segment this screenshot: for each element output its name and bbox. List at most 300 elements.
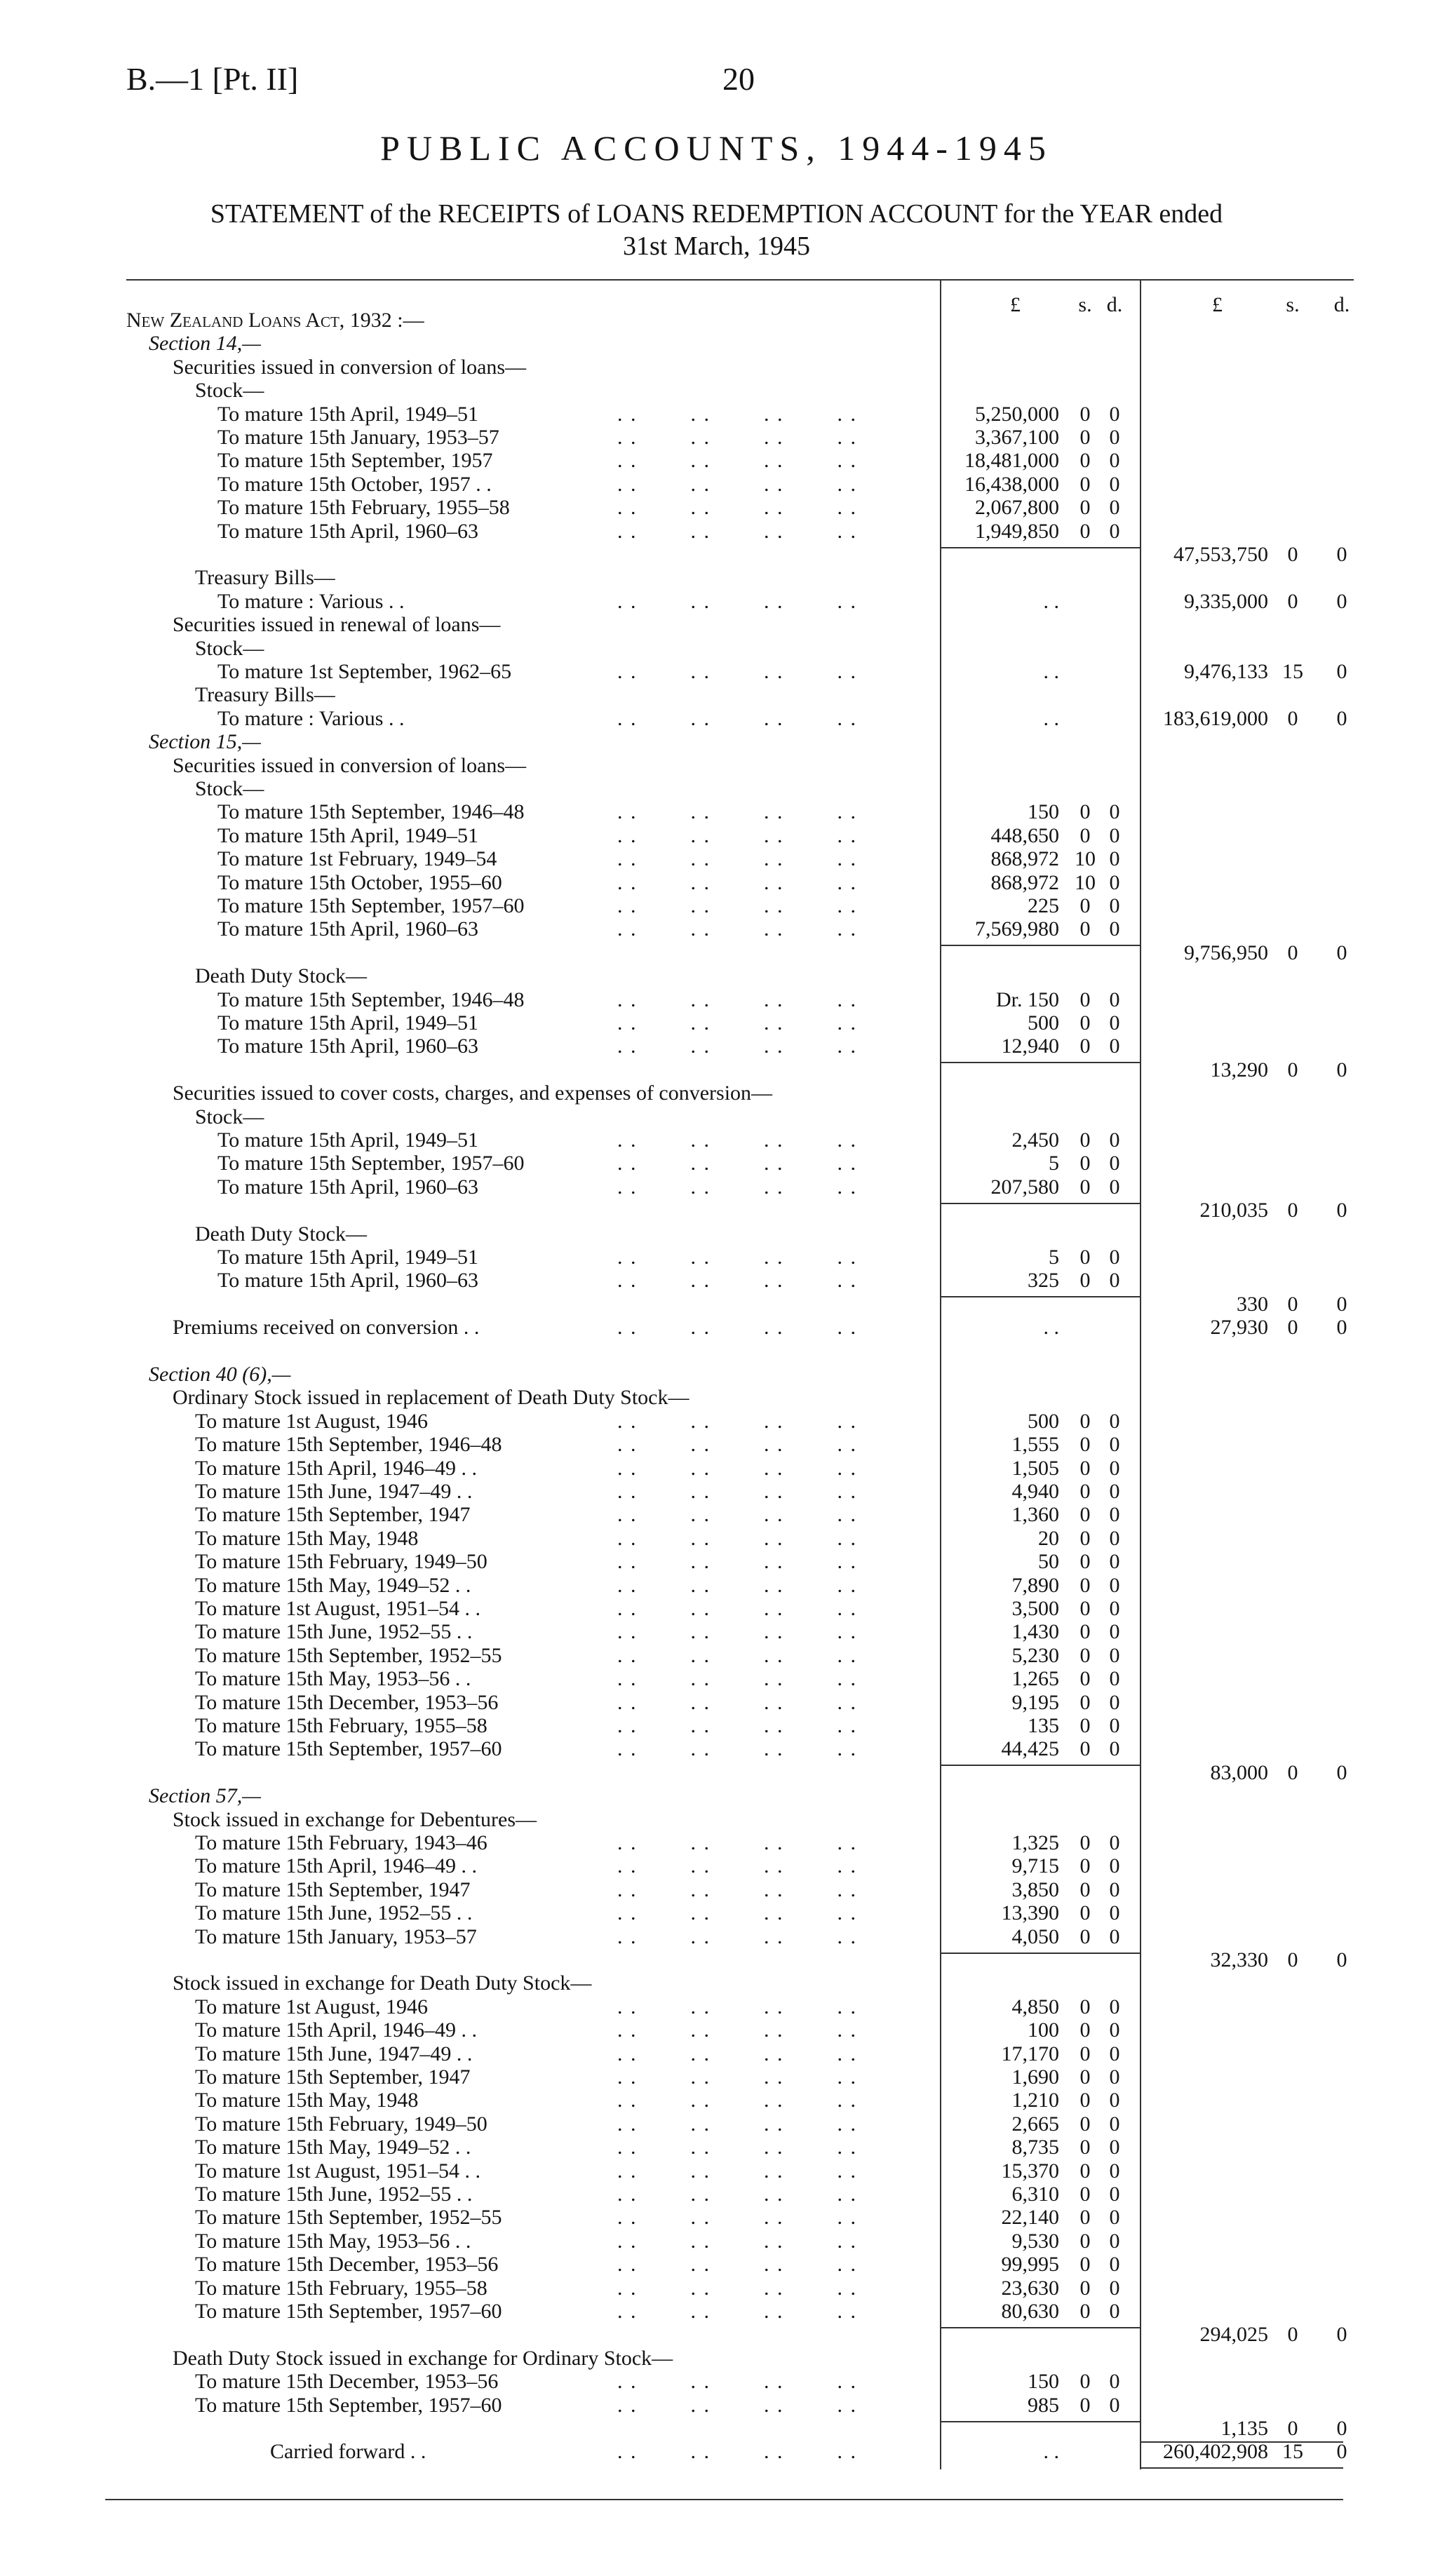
amount-left: 868,972 (990, 871, 1059, 894)
amount-left: 325 (1028, 1269, 1059, 1292)
row-label: Stock— (195, 637, 264, 660)
amount-left-s: 0 (1079, 1737, 1091, 1760)
row-label: To mature 15th April, 1949–51 (217, 824, 479, 847)
amount-left-s: 0 (1079, 1691, 1091, 1714)
amount-left-s: 0 (1079, 1410, 1091, 1433)
amount-left: . . (1043, 707, 1059, 730)
row-label: To mature 15th May, 1948 (195, 1527, 419, 1550)
row-label: To mature 15th September, 1946–48 (217, 800, 525, 823)
col-head-d-right: d. (1333, 293, 1350, 316)
amount-left-s: 0 (1079, 2183, 1091, 2206)
amount-right: 83,000 (1210, 1761, 1268, 1784)
row-label: To mature 15th May, 1949–52 . . (195, 2136, 471, 2159)
row-label: Death Duty Stock— (195, 1222, 367, 1246)
amount-left-d: 0 (1109, 1175, 1120, 1199)
row-label: To mature 15th December, 1953–56 (195, 2253, 499, 2276)
leader-dots: . . . . . . . . (617, 917, 857, 940)
row-label: To mature 15th April, 1949–51 (217, 1128, 479, 1152)
amount-left-d: 0 (1109, 473, 1120, 496)
amount-left-d: 0 (1109, 2183, 1120, 2206)
amount-left: 985 (1028, 2394, 1059, 2417)
amount-left: 18,481,000 (964, 449, 1059, 472)
amount-right-d: 0 (1336, 660, 1347, 683)
amount-left: . . (1043, 1316, 1059, 1339)
amount-left-s: 0 (1079, 1831, 1091, 1854)
leader-dots: . . . . . . . . (617, 1854, 857, 1877)
amount-right-s: 0 (1287, 1948, 1298, 1971)
row-label: Securities issued in renewal of loans— (173, 613, 501, 636)
leader-dots: . . . . . . . . (617, 871, 857, 894)
amount-left-s: 0 (1079, 1667, 1091, 1690)
row-label: Stock issued in exchange for Debentures— (173, 1808, 537, 1831)
amount-right-s: 0 (1287, 2323, 1298, 2346)
amount-right-d: 0 (1336, 2417, 1347, 2440)
leader-dots: . . . . . . . . (617, 2277, 857, 2300)
leader-dots: . . . . . . . . (617, 1925, 857, 1948)
row-label: Section 40 (6),— (149, 1363, 291, 1386)
amount-left-d: 0 (1109, 894, 1120, 917)
leader-dots: . . . . . . . . (617, 590, 857, 613)
row-label: Section 57,— (149, 1784, 261, 1807)
amount-left-d: 0 (1109, 496, 1120, 519)
row-label: To mature 15th September, 1957–60 (217, 894, 525, 917)
amount-left: 135 (1028, 1714, 1059, 1737)
amount-left-s: 0 (1079, 2042, 1091, 2065)
amount-right: 183,619,000 (1163, 707, 1268, 730)
row-label: Securities issued in conversion of loans— (173, 356, 527, 379)
amount-left: 20 (1038, 1527, 1059, 1550)
leader-dots: . . . . . . . . (617, 2253, 857, 2276)
leader-dots: . . . . . . . . (617, 1457, 857, 1480)
row-label: To mature 15th April, 1960–63 (217, 1034, 479, 1058)
amount-left-s: 0 (1079, 1011, 1091, 1034)
amount-right-d: 0 (1336, 941, 1347, 964)
row-label: To mature 15th September, 1952–55 (195, 1644, 502, 1667)
amount-left-d: 0 (1109, 917, 1120, 940)
leader-dots: . . . . . . . . (617, 2018, 857, 2042)
row-label: To mature 15th September, 1957–60 (195, 2394, 502, 2417)
amount-left-d: 0 (1109, 2370, 1120, 2393)
subtotal-rule (940, 547, 1140, 548)
amount-left-d: 0 (1109, 2018, 1120, 2042)
amount-left-d: 0 (1109, 2394, 1120, 2417)
subtotal-rule (940, 1062, 1140, 1063)
top-rule (126, 279, 1354, 281)
amount-left-s: 0 (1079, 1175, 1091, 1199)
amount-left: 2,450 (1011, 1128, 1059, 1152)
amount-left: 2,665 (1011, 2112, 1059, 2136)
row-label: To mature 15th May, 1949–52 . . (195, 1574, 471, 1597)
amount-left-d: 0 (1109, 1527, 1120, 1550)
row-label: To mature 15th December, 1953–56 (195, 1691, 499, 1714)
amount-left-s: 0 (1079, 1503, 1091, 1526)
amount-left: 23,630 (1001, 2277, 1059, 2300)
amount-right: 260,402,908 (1163, 2440, 1268, 2463)
amount-left: . . (1043, 660, 1059, 683)
row-label: To mature 1st August, 1946 (195, 1410, 429, 1433)
amount-left-s: 0 (1079, 2300, 1091, 2323)
amount-left: 13,390 (1001, 1901, 1059, 1924)
row-label: To mature 15th February, 1955–58 (217, 496, 510, 519)
amount-left-d: 0 (1109, 1878, 1120, 1901)
amount-left-s: 10 (1075, 871, 1096, 894)
amount-left-d: 0 (1109, 449, 1120, 472)
amount-left: 9,715 (1011, 1854, 1059, 1877)
amount-left-s: 0 (1079, 988, 1091, 1011)
amount-left-s: 0 (1079, 2112, 1091, 2136)
row-label: To mature 15th September, 1957–60 (195, 2300, 502, 2323)
row-label: To mature 15th June, 1947–49 . . (195, 1480, 473, 1503)
amount-left-s: 0 (1079, 1246, 1091, 1269)
amount-left-s: 10 (1075, 847, 1096, 870)
amount-left-s: 0 (1079, 2394, 1091, 2417)
col-head-d-left: d. (1106, 293, 1123, 316)
amount-left-s: 0 (1079, 403, 1091, 426)
amount-left-d: 0 (1109, 2065, 1120, 2089)
amount-left-s: 0 (1079, 1527, 1091, 1550)
leader-dots: . . . . . . . . (617, 2206, 857, 2229)
amount-left-d: 0 (1109, 2089, 1120, 2112)
row-label: To mature 15th December, 1953–56 (195, 2370, 499, 2393)
amount-left: 50 (1038, 1550, 1059, 1573)
amount-left: 1,265 (1011, 1667, 1059, 1690)
leader-dots: . . . . . . . . (617, 1831, 857, 1854)
leader-dots: . . . . . . . . (617, 1527, 857, 1550)
amount-left-s: 0 (1079, 2065, 1091, 2089)
amount-left-d: 0 (1109, 1128, 1120, 1152)
amount-left-d: 0 (1109, 1831, 1120, 1854)
amount-right: 32,330 (1210, 1948, 1268, 1971)
amount-left-d: 0 (1109, 1433, 1120, 1456)
subtotal-rule (940, 1296, 1140, 1297)
amount-left-d: 0 (1109, 2230, 1120, 2253)
row-label: To mature 15th May, 1953–56 . . (195, 2230, 471, 2253)
amount-left-s: 0 (1079, 2159, 1091, 2183)
leader-dots: . . . . . . . . (617, 1034, 857, 1058)
row-label: To mature 15th October, 1957 . . (217, 473, 492, 496)
subtitle-line-2: 31st March, 1945 (622, 231, 811, 261)
amount-left-d: 0 (1109, 800, 1120, 823)
row-label: To mature 15th June, 1952–55 . . (195, 1901, 473, 1924)
leader-dots: . . . . . . . . (617, 1503, 857, 1526)
amount-left: 1,949,850 (975, 520, 1059, 543)
amount-right: 9,476,133 (1184, 660, 1268, 683)
amount-left: 1,555 (1011, 1433, 1059, 1456)
leader-dots: . . . . . . . . (617, 520, 857, 543)
amount-left: 500 (1028, 1011, 1059, 1034)
amount-left: 9,195 (1011, 1691, 1059, 1714)
row-label: To mature 15th February, 1949–50 (195, 2112, 487, 2136)
amount-right-s: 15 (1282, 660, 1303, 683)
statement-subtitle (0, 198, 1433, 262)
row-label: To mature 15th February, 1955–58 (195, 2277, 487, 2300)
leader-dots: . . . . . . . . (617, 1246, 857, 1269)
amount-left-d: 0 (1109, 2206, 1120, 2229)
amount-right-s: 15 (1282, 2440, 1303, 2463)
amount-left-d: 0 (1109, 1574, 1120, 1597)
leader-dots: . . . . . . . . (617, 2159, 857, 2183)
amount-left-d: 0 (1109, 1714, 1120, 1737)
amount-left-s: 0 (1079, 1034, 1091, 1058)
row-label: To mature 15th June, 1952–55 . . (195, 1620, 473, 1643)
amount-right-d: 0 (1336, 1199, 1347, 1222)
leader-dots: . . . . . . . . (617, 1901, 857, 1924)
subtotal-rule (940, 2421, 1140, 2422)
leader-dots: . . . . . . . . (617, 2065, 857, 2089)
amount-right-s: 0 (1287, 590, 1298, 613)
leader-dots: . . . . . . . . (617, 1644, 857, 1667)
row-label: To mature 15th May, 1948 (195, 2089, 419, 2112)
carried-forward-rule (1140, 2467, 1343, 2469)
amount-right-d: 0 (1336, 1948, 1347, 1971)
amount-left: 17,170 (1001, 2042, 1059, 2065)
amount-left: 1,325 (1011, 1831, 1059, 1854)
page-title: PUBLIC ACCOUNTS, 1944-1945 (380, 128, 1053, 168)
row-label: To mature 15th September, 1957 (217, 449, 493, 472)
row-label: To mature 15th April, 1960–63 (217, 520, 479, 543)
row-label: Stock— (195, 1105, 264, 1128)
amount-left-d: 0 (1109, 1691, 1120, 1714)
amount-right: 47,553,750 (1173, 543, 1268, 566)
col-head-s-left: s. (1078, 293, 1092, 316)
bottom-rule (105, 2499, 1343, 2500)
amount-left-d: 0 (1109, 403, 1120, 426)
amount-left: 1,430 (1011, 1620, 1059, 1643)
col-head-pound-right: £ (1212, 293, 1223, 316)
amount-right-s: 0 (1287, 1293, 1298, 1316)
leader-dots: . . . . . . . . (617, 1480, 857, 1503)
row-label: To mature 15th April, 1946–49 . . (195, 1457, 478, 1480)
amount-right: 1,135 (1220, 2417, 1268, 2440)
row-label: Stock— (195, 777, 264, 800)
row-label: Section 15,— (149, 730, 261, 753)
amount-left-d: 0 (1109, 1152, 1120, 1175)
leader-dots: . . . . . . . . (617, 988, 857, 1011)
amount-left-d: 0 (1109, 1995, 1120, 2018)
subtotal-rule (940, 1203, 1140, 1204)
row-label: To mature 15th February, 1949–50 (195, 1550, 487, 1573)
amount-left: 868,972 (990, 847, 1059, 870)
amount-left: 99,995 (1001, 2253, 1059, 2276)
amount-right-s: 0 (1287, 1761, 1298, 1784)
amount-right-d: 0 (1336, 2440, 1347, 2463)
row-label: To mature 15th September, 1957–60 (217, 1152, 525, 1175)
row-label: To mature 15th April, 1946–49 . . (195, 1854, 478, 1877)
row-label: Securities issued in conversion of loans— (173, 754, 527, 777)
amount-right: 9,335,000 (1184, 590, 1268, 613)
amount-left-d: 0 (1109, 1246, 1120, 1269)
amount-left-s: 0 (1079, 1901, 1091, 1924)
amount-left-s: 0 (1079, 2206, 1091, 2229)
row-label: To mature 1st August, 1946 (195, 1995, 429, 2018)
row-label: To mature 1st September, 1962–65 (217, 660, 512, 683)
amount-left-d: 0 (1109, 2042, 1120, 2065)
amount-left: 150 (1028, 800, 1059, 823)
subtotal-rule (940, 945, 1140, 946)
leader-dots: . . . . . . . . (617, 1550, 857, 1573)
row-label: Stock— (195, 379, 264, 402)
col-head-pound-left: £ (1010, 293, 1021, 316)
amount-right: 294,025 (1199, 2323, 1268, 2346)
amount-left-d: 0 (1109, 824, 1120, 847)
row-label: To mature : Various . . (217, 707, 405, 730)
row-label: To mature 1st August, 1951–54 . . (195, 1597, 481, 1620)
leader-dots: . . . . . . . . (617, 2230, 857, 2253)
amount-left-d: 0 (1109, 1480, 1120, 1503)
amount-left: 15,370 (1001, 2159, 1059, 2183)
leader-dots: . . . . . . . . (617, 2183, 857, 2206)
amount-left: 1,360 (1011, 1503, 1059, 1526)
leader-dots: . . . . . . . . (617, 496, 857, 519)
row-label: To mature 15th April, 1960–63 (217, 1175, 479, 1199)
amount-right-d: 0 (1336, 1316, 1347, 1339)
amount-left-d: 0 (1109, 988, 1120, 1011)
amount-left-d: 0 (1109, 1503, 1120, 1526)
amount-right: 330 (1237, 1293, 1268, 1316)
amount-left: 80,630 (1001, 2300, 1059, 2323)
row-label: To mature 15th April, 1949–51 (217, 1246, 479, 1269)
row-label: To mature 15th January, 1953–57 (217, 426, 499, 449)
row-label: Treasury Bills— (195, 683, 335, 706)
amount-left: 1,210 (1011, 2089, 1059, 2112)
amount-left: 22,140 (1001, 2206, 1059, 2229)
amount-left: 12,940 (1001, 1034, 1059, 1058)
leader-dots: . . . . . . . . (617, 2089, 857, 2112)
leader-dots: . . . . . . . . (617, 1667, 857, 1690)
leader-dots: . . . . . . . . (617, 1620, 857, 1643)
amount-left-d: 0 (1109, 2136, 1120, 2159)
amount-left: 4,940 (1011, 1480, 1059, 1503)
row-label: To mature 15th September, 1957–60 (195, 1737, 502, 1760)
amount-left-d: 0 (1109, 520, 1120, 543)
leader-dots: . . . . . . . . (617, 2042, 857, 2065)
amount-left-d: 0 (1109, 2277, 1120, 2300)
amount-left-s: 0 (1079, 1995, 1091, 2018)
leader-dots: . . . . . . . . (617, 473, 857, 496)
amount-left-s: 0 (1079, 1644, 1091, 1667)
row-label: To mature 15th October, 1955–60 (217, 871, 502, 894)
subtotal-rule (940, 1953, 1140, 1954)
amount-left-d: 0 (1109, 426, 1120, 449)
amount-left-s: 0 (1079, 1597, 1091, 1620)
amount-left-d: 0 (1109, 847, 1120, 870)
amount-right-d: 0 (1336, 1761, 1347, 1784)
amount-left-d: 0 (1109, 2253, 1120, 2276)
amount-left-s: 0 (1079, 2370, 1091, 2393)
leader-dots: . . . . . . . . (617, 824, 857, 847)
amount-left-s: 0 (1079, 1878, 1091, 1901)
leader-dots: . . . . . . . . (617, 1175, 857, 1199)
amount-left: 1,505 (1011, 1457, 1059, 1480)
amount-left: 5,250,000 (975, 403, 1059, 426)
amount-left-d: 0 (1109, 1620, 1120, 1643)
amount-left: 16,438,000 (964, 473, 1059, 496)
leader-dots: . . . . . . . . (617, 1316, 857, 1339)
amount-left: 6,310 (1011, 2183, 1059, 2206)
amount-left-d: 0 (1109, 2300, 1120, 2323)
row-label: To mature 1st August, 1951–54 . . (195, 2159, 481, 2183)
amount-right-d: 0 (1336, 2323, 1347, 2346)
amount-left: 150 (1028, 2370, 1059, 2393)
amount-right-s: 0 (1287, 1058, 1298, 1081)
amount-left-d: 0 (1109, 1410, 1120, 1433)
leader-dots: . . . . . . . . (617, 1128, 857, 1152)
amount-left: 4,050 (1011, 1925, 1059, 1948)
amount-left: 3,367,100 (975, 426, 1059, 449)
row-label: To mature 15th April, 1946–49 . . (195, 2018, 478, 2042)
amount-left: 225 (1028, 894, 1059, 917)
leader-dots: . . . . . . . . (617, 2440, 857, 2463)
amount-left-d: 0 (1109, 1737, 1120, 1760)
amount-left-d: 0 (1109, 1011, 1120, 1034)
amount-left-s: 0 (1079, 1550, 1091, 1573)
amount-left: 9,530 (1011, 2230, 1059, 2253)
amount-left: Dr. 150 (996, 988, 1059, 1011)
amount-left-s: 0 (1079, 2230, 1091, 2253)
amount-right-d: 0 (1336, 707, 1347, 730)
page-number: 20 (722, 61, 755, 97)
amount-left-s: 0 (1079, 2277, 1091, 2300)
amount-left-s: 0 (1079, 824, 1091, 847)
leader-dots: . . . . . . . . (617, 1737, 857, 1760)
amount-right: 27,930 (1210, 1316, 1268, 1339)
column-divider-left (940, 281, 941, 2469)
amount-left: . . (1043, 590, 1059, 613)
leader-dots: . . . . . . . . (617, 2136, 857, 2159)
leader-dots: . . . . . . . . (617, 894, 857, 917)
amount-left-s: 0 (1079, 1152, 1091, 1175)
row-label: Premiums received on conversion . . (173, 1316, 480, 1339)
row-label: Treasury Bills— (195, 566, 335, 589)
leader-dots: . . . . . . . . (617, 1011, 857, 1034)
amount-left-s: 0 (1079, 2136, 1091, 2159)
amount-right-d: 0 (1336, 543, 1347, 566)
row-label: To mature 15th September, 1947 (195, 1878, 471, 1901)
amount-left-d: 0 (1109, 1901, 1120, 1924)
leader-dots: . . . . . . . . (617, 800, 857, 823)
amount-left: 1,690 (1011, 2065, 1059, 2089)
amount-left: 4,850 (1011, 1995, 1059, 2018)
amount-left: 207,580 (990, 1175, 1059, 1199)
amount-left: . . (1043, 2440, 1059, 2463)
amount-right-d: 0 (1336, 1293, 1347, 1316)
amount-left: 5 (1049, 1246, 1059, 1269)
amount-left-s: 0 (1079, 1433, 1091, 1456)
row-label: To mature 15th February, 1955–58 (195, 1714, 487, 1737)
leader-dots: . . . . . . . . (617, 2300, 857, 2323)
leader-dots: . . . . . . . . (617, 847, 857, 870)
row-label: To mature 15th June, 1952–55 . . (195, 2183, 473, 2206)
amount-left-d: 0 (1109, 1269, 1120, 1292)
amount-left-s: 0 (1079, 1714, 1091, 1737)
amount-left-s: 0 (1079, 473, 1091, 496)
row-label: To mature 15th April, 1960–63 (217, 917, 479, 940)
amount-left-d: 0 (1109, 1457, 1120, 1480)
amount-left-s: 0 (1079, 1854, 1091, 1877)
leader-dots: . . . . . . . . (617, 1691, 857, 1714)
row-label: To mature 15th September, 1947 (195, 2065, 471, 2089)
row-label: To mature 15th June, 1947–49 . . (195, 2042, 473, 2065)
amount-left-s: 0 (1079, 1925, 1091, 1948)
amount-left: 7,890 (1011, 1574, 1059, 1597)
amount-left: 44,425 (1001, 1737, 1059, 1760)
amount-left: 100 (1028, 2018, 1059, 2042)
amount-left-s: 0 (1079, 1620, 1091, 1643)
amount-left: 5 (1049, 1152, 1059, 1175)
row-label: New Zealand Loans Act, 1932 :— (126, 309, 424, 332)
leader-dots: . . . . . . . . (617, 2394, 857, 2417)
leader-dots: . . . . . . . . (617, 2370, 857, 2393)
